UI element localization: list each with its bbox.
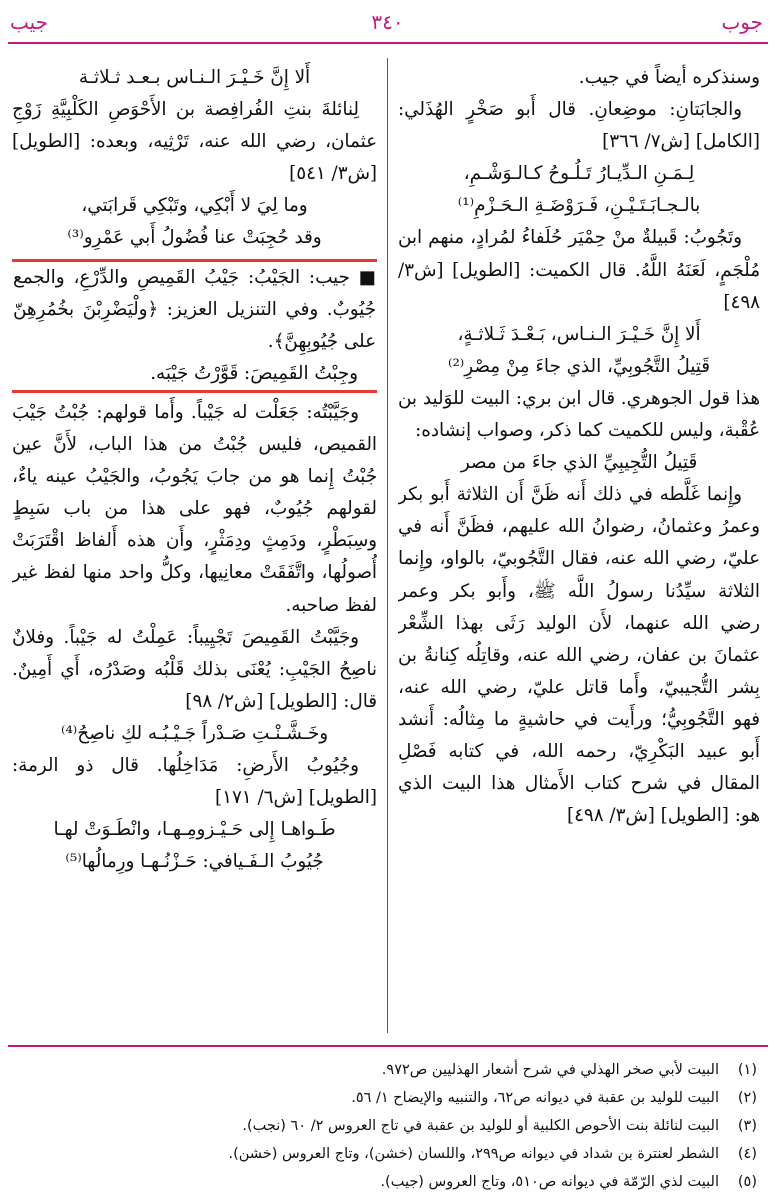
footnote-number: (٥) (737, 1174, 757, 1190)
footnote-number: (٣) (737, 1118, 757, 1134)
page-number: ٣٤٠ (371, 10, 404, 34)
footnotes (30, 1056, 757, 1196)
footnote (30, 1112, 757, 1140)
footnote-text: البيت لذي الرّمّة في ديوانه ص٥١٠، وتاج العروس (جيب). (380, 1174, 719, 1190)
verse-line: وما لِيَ لا أَبْكِي، وتَبْكِي قَرابَتي، (81, 195, 308, 217)
verse-line: لِـمَـنِ الـدِّيـارُ تَـلُـوحُ كـالـوَشْـمِ، (463, 163, 695, 185)
page-header (0, 0, 775, 40)
footnote (30, 1056, 757, 1084)
verse-line: وخَـشَّـنْـتِ صَـدْراً جَـيْـبُـه لكِ ناصِحُ⁽⁴⁾ (60, 722, 329, 744)
highlighted-entry-box (12, 259, 377, 393)
header-root-word: جوب (721, 10, 763, 34)
paragraph: وسنذكره أيضاً في جيب. (578, 67, 760, 88)
left-column (12, 62, 377, 1032)
verse-line: جُيُوبُ الـفَـيافي: حَـزْنُـهـا ورِمالُها⁽⁵⁾ (65, 851, 324, 873)
footnote-text: الشطر لعنترة بن شداد في ديوانه ص٢٩٩، واللسان (خشن)، وتاج العروس (خشن). (228, 1146, 719, 1162)
column-divider (387, 58, 388, 1033)
footnote-number: (٢) (737, 1090, 757, 1106)
footnote-text: البيت للوليد بن عقبة في ديوانه ص٦٢، والتنبيه والإيضاح ١/ ٥٦. (351, 1090, 719, 1106)
verse-line: أَلا إِنَّ خَـيْـرَ الـنـاس، بَـعْـدَ ثَـلاثـةٍ، (457, 323, 701, 345)
verse-line: طَـواهـا إِلى حَـيْـزومِـهـا، وانْطَـوَتْ لهـا (53, 819, 336, 841)
footnote (30, 1084, 757, 1112)
footnote (30, 1140, 757, 1168)
footnote-text: البيت لأبي صخر الهذلي في شرح أشعار الهذليين ص٩٧٢. (381, 1062, 719, 1078)
paragraph: هذا قول الجوهري. قال ابن بري: البيت للوَليد بن عُقْبة، وليس للكميت كما ذكر، وصواب إنشاده: (398, 387, 760, 442)
footnote (30, 1168, 757, 1196)
paragraph: وجِبْتُ القَمِيصَ: قَوَّرْتُ جَيْبَه. (150, 362, 358, 384)
verse-line: أَلا إِنَّ خَـيْـرَ الـنـاس بـعـد ثـلاثـة (78, 67, 311, 88)
footnote-number: (١) (737, 1062, 757, 1078)
header-rule (8, 42, 768, 44)
footnote-text: البيت لنائلة بنت الأحوص الكلبية أو للوليد بن عقبة في تاج العروس ٢/ ٦٠ (نجب). (242, 1118, 719, 1134)
entry-tajub: وتَجُوبُ: قَبيلةٌ منْ حِمْيَر حُلَفاءُ لمُرادٍ، منهم ابن مُلْجَمٍ، لَعَنَهُ اللَّهُ. قال الكميت: [الطويل] [ش٣/ ٤٩٨] (398, 227, 760, 313)
paragraph: وجَيَّبْتُه: جَعَلْت له جَيْباً. وأَما قولهم: جُبْتُ جَيْبَ القميص، فليس جُبْتُ من هذا الباب، لأَنَّ عين جُبْتُ إِنما هو من جابَ يَجُوبُ، والجَيْبُ عينه ياءٌ، لقولهم جُيُوبٌ، فهو على هذا من باب سَبِطٍ وسِبَطْرٍ، ودَمِثٍ ودِمَثْرٍ، وأَن هذه أَلفاظ اقْتَرَبَتْ أُصولُها، واتَّفَقَتْ معانِيها، وكلُّ واحد منها لفظ غير لفظ صاحبه. (12, 401, 377, 616)
verse-line: وقد حُجِبَتْ عنا فُضُولُ أَبي عَمْرِو⁽³⁾ (67, 227, 322, 249)
right-column (398, 62, 760, 1032)
paragraph: وجَيَّبْتُ القَمِيصَ تَجْيِيباً: عَمِلْتُ له جَيْباً. وفلانٌ ناصِحُ الجَيْبِ: يُعْنَى بذلك قَلْبُه وصَدْرُه، أَي أَمِينٌ. قال: [الطويل] [ش٢/ ٩٨] (12, 626, 377, 712)
footnote-number: (٤) (737, 1146, 757, 1162)
verse-line: قَتِيلُ التَّجُوبِيِّ، الذي جاءَ مِنْ مِصْرِ⁽²⁾ (447, 355, 711, 377)
paragraph: وإِنما غَلَّطه في ذلك أَنه ظَنَّ أَن الثلاثة أَبو بكر وعمرُ وعثمانُ، رضوانُ الله عليهم، فظَنَّ أَنه في عليّ، رضي الله عنه، فقال التَّجُوبيّ، بالواو، وإِنما الثلاثة سيِّدُنا رسولُ اللَّه ﷺ، وأَبو بكر وعمر رضي الله عنهما، لأَن الوليد رَثَى بهذا الشِّعْر عثمانَ بن عفان، رضي الله عنه، وقاتِلُه كِنانةُ بن بِشر التُّجيبيّ، وأَما قاتل عليّ، رضي الله عنه، فهو التَّجُوبِيُّ؛ ورأَيت في حاشيةٍ ما مِثالُه: أَنشد أَبو عبيد البَكْرِيّ، رحمه الله، في كتابه فَصْلِ المقال في شرح كتاب الأَمثال هذا البيت الذي هو: [الطويل] [ش٣/ ٤٩٨] (398, 484, 760, 827)
paragraph: وجُيُوبُ الأَرضِ: مَدَاخِلُها. قال ذو الرمة: [الطويل] [ش٦/ ١٧١] (12, 754, 377, 809)
entry-jabatan: والجابَتانِ: موضِعانِ. قال أَبو صَخْرٍ الهُذَلي: [الكامل] [ش٧/ ٣٦٦] (398, 99, 760, 153)
entry-jayb-heading: ■ جيب: الجَيْبُ: جَيْبُ القَمِيصِ والدِّرْعِ، والجمع جُيُوبٌ. وفي التنزيل العزيز: ﴿ولْيَضْرِبْنَ بخُمُرِهِنّ على جُيُوبِهِنَّ﴾. (13, 266, 376, 352)
header-next-root-word: جيب (10, 10, 49, 34)
footnote-rule (8, 1045, 768, 1047)
paragraph: لِنائلةَ بنتِ الفُرافِصة بن الأَحْوَصِ الكَلْبِيَّةِ زَوْجِ عثمان، رضي الله عنه، تَرْثِيه، وبعده: [الطويل] [ش٣/ ٥٤١] (12, 99, 377, 185)
verse-line: بالـجـابَـتَـيْـنِ، فَـرَوْضَـةِ الـحَـزْمِ⁽¹⁾ (457, 195, 701, 217)
verse-line: قَتِيلُ التُّجِيبِيِّ الذي جاءَ من مصر (460, 452, 698, 474)
